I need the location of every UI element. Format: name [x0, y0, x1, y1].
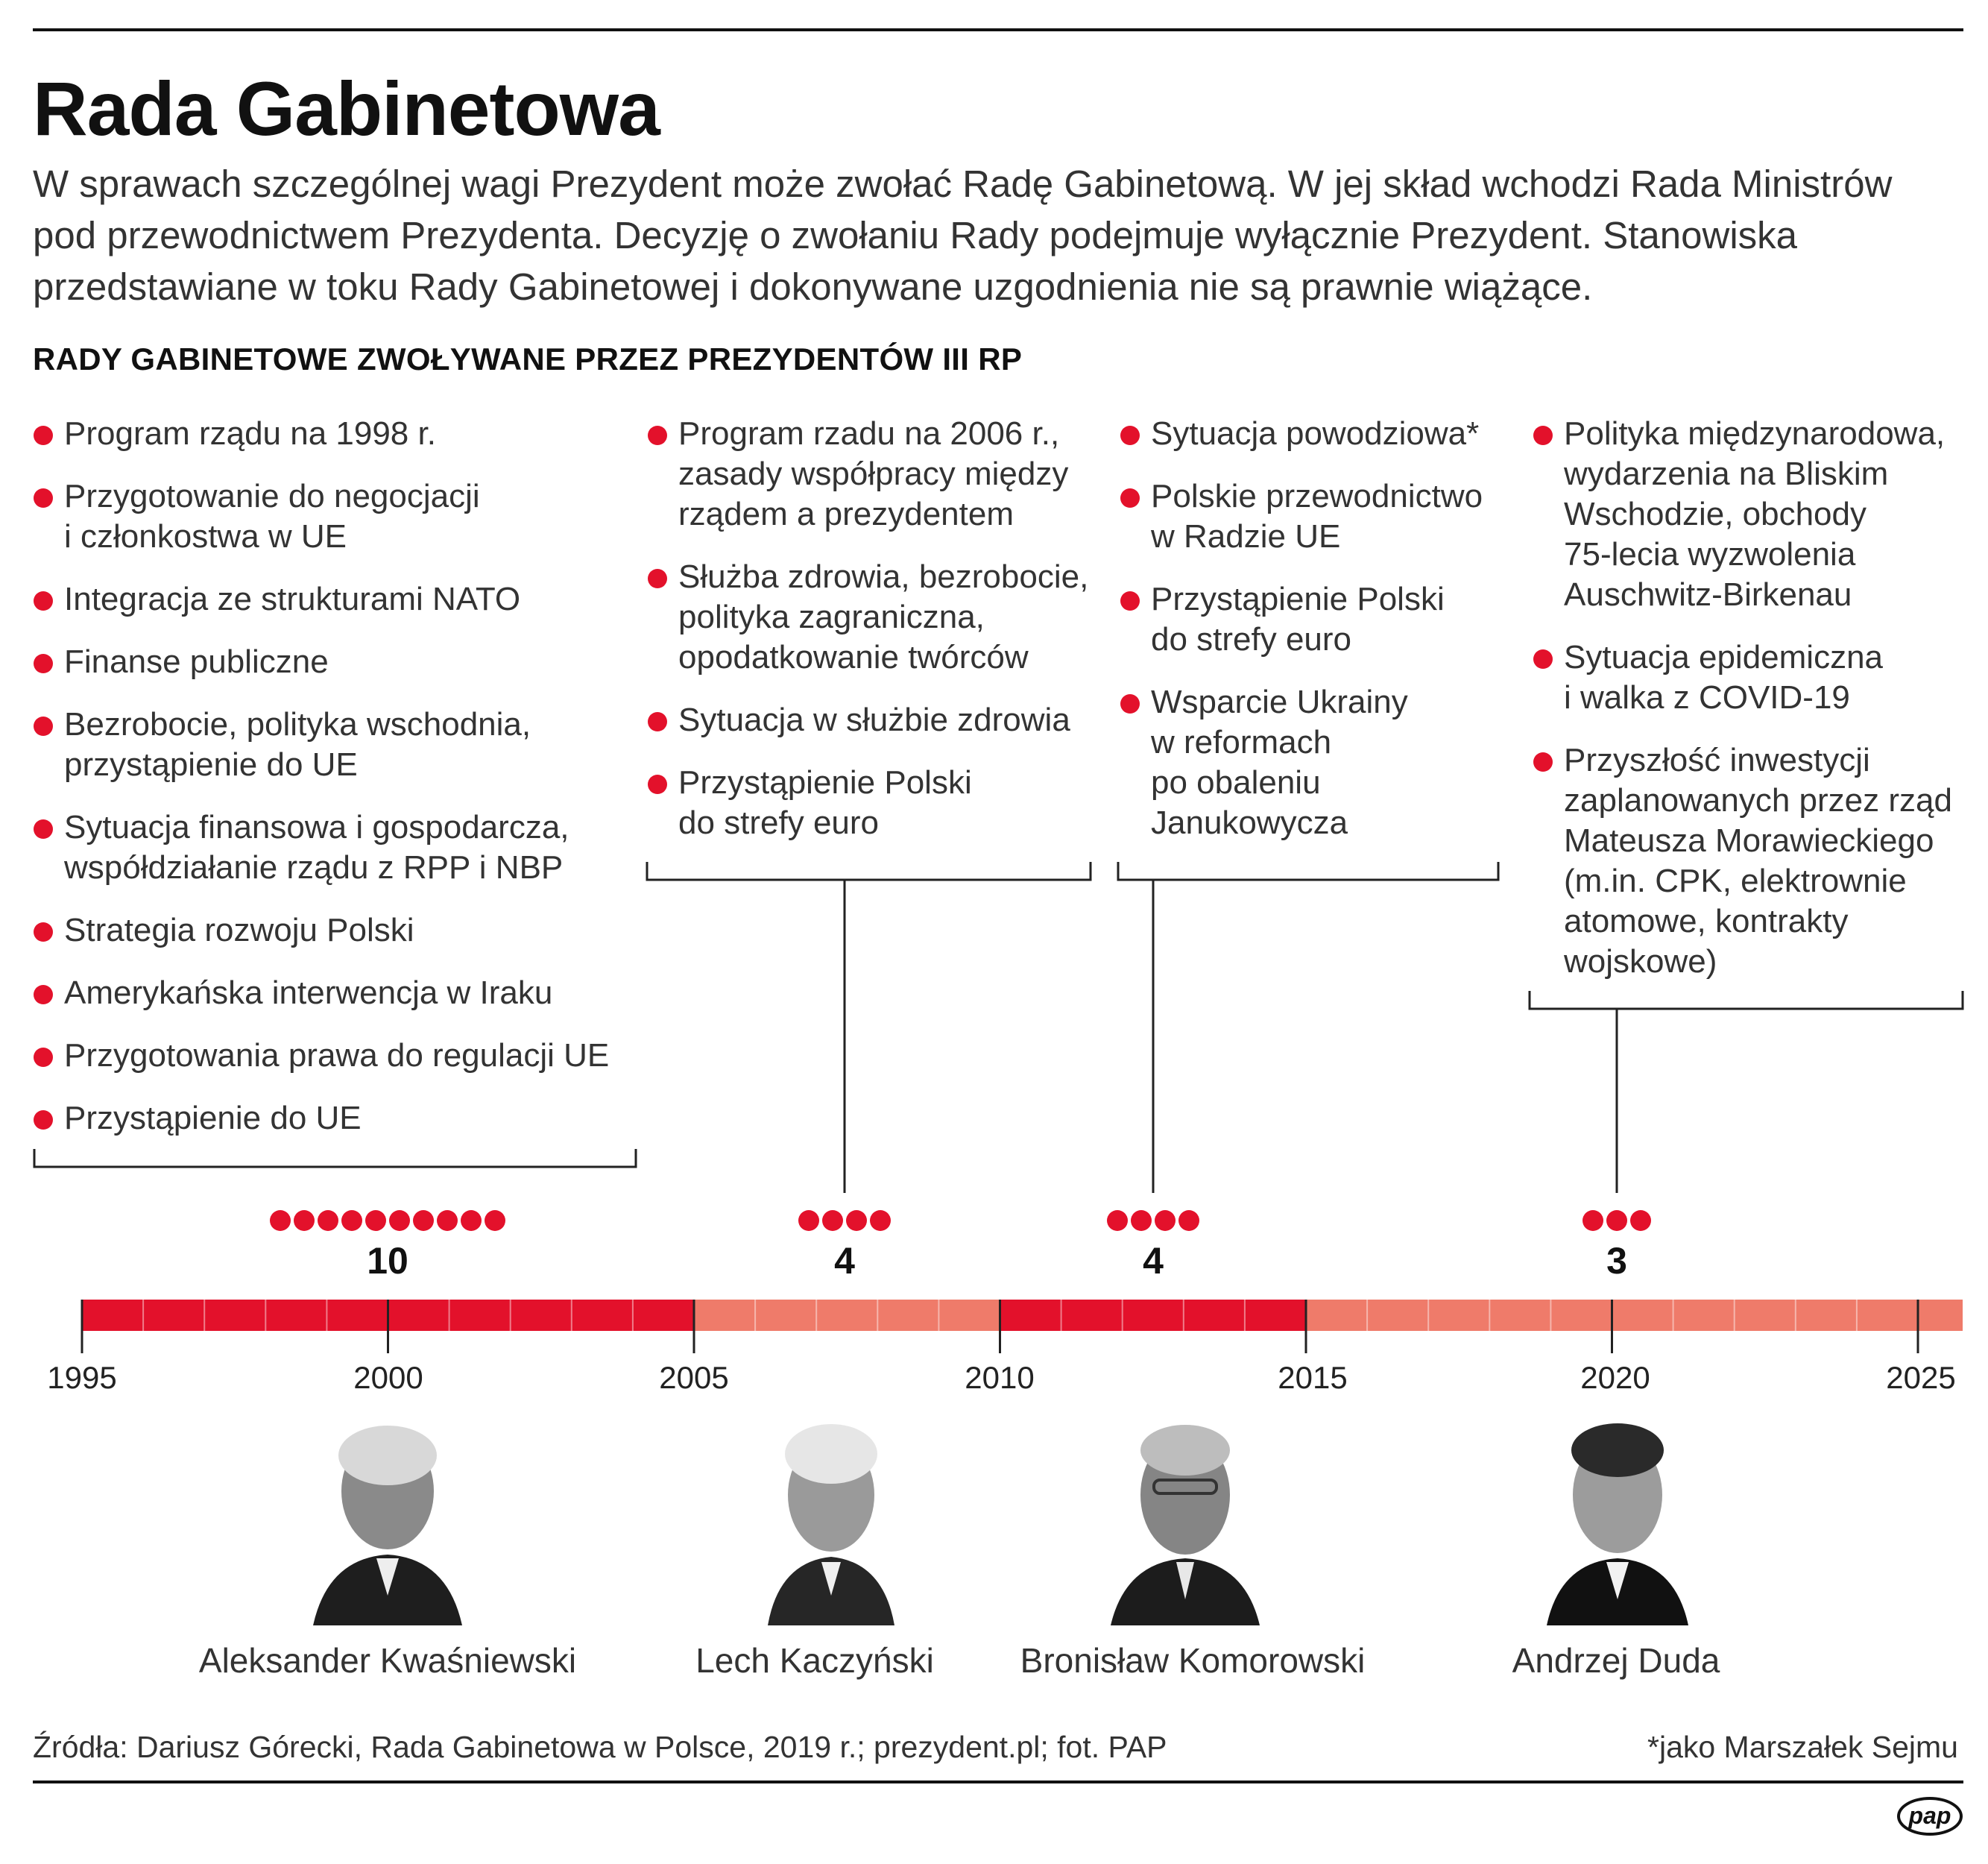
count-dot	[461, 1210, 482, 1231]
topic-line: Auschwitz-Birkenau	[1564, 576, 1852, 613]
topic-line: Strategia rozwoju Polski	[64, 912, 414, 948]
topic-line: atomowe, kontrakty	[1564, 903, 1849, 939]
topic-line: zasady współpracy między	[678, 456, 1069, 492]
count-dot	[318, 1210, 338, 1231]
topic-line: polityka zagraniczna,	[678, 599, 985, 635]
topic-line: Sytuacja w służbie zdrowia	[678, 702, 1070, 738]
count-dot	[1630, 1210, 1651, 1231]
count-dot	[1107, 1210, 1128, 1231]
count-dot	[365, 1210, 386, 1231]
count-dot	[1131, 1210, 1152, 1231]
topic-line: wojskowe)	[1564, 943, 1717, 980]
name-kaczynski: Lech Kaczyński	[695, 1641, 934, 1680]
name-kwasniewski: Aleksander Kwaśniewski	[198, 1641, 577, 1680]
bracket-3	[1530, 991, 1963, 1009]
count-dot	[1155, 1210, 1176, 1231]
topic-line: Janukowycza	[1151, 805, 1348, 841]
count-dot	[1606, 1210, 1627, 1231]
topic-line: Przyszłość inwestycji	[1564, 742, 1870, 778]
year-2025: 2025	[1886, 1360, 1956, 1395]
topic-line: w Radzie UE	[1151, 518, 1341, 555]
topic-line: Sytuacja powodziowa*	[1151, 415, 1480, 452]
portrait-komorowski	[1111, 1409, 1260, 1625]
count-komorowski: 4	[1143, 1240, 1164, 1282]
topic-line: Bezrobocie, polityka wschodnia,	[64, 706, 531, 743]
topic-line: współdziałanie rządu z RPP i NBP	[64, 849, 564, 886]
topic-line: w reformach	[1151, 724, 1332, 761]
year-2005: 2005	[659, 1360, 729, 1395]
topic-line: Polityka międzynarodowa,	[1564, 415, 1946, 452]
topic-line: Program rządu na 1998 r.	[64, 415, 436, 452]
topic-line: Program rzadu na 2006 r.,	[678, 415, 1060, 452]
count-dot	[846, 1210, 867, 1231]
topic-line: (m.in. CPK, elektrownie	[1564, 863, 1907, 899]
count-dot	[294, 1210, 315, 1231]
topic-line: Mateusza Morawieckiego	[1564, 822, 1934, 859]
count-dot	[798, 1210, 819, 1231]
footnote: *jako Marszałek Sejmu	[1647, 1730, 1958, 1764]
pap-logo: pap	[1897, 1797, 1963, 1836]
term-bar-3	[1306, 1300, 1963, 1331]
name-duda: Andrzej Duda	[1512, 1641, 1720, 1680]
bracket-2	[1118, 862, 1498, 880]
topic-line: Amerykańska interwencja w Iraku	[64, 974, 553, 1011]
portrait-kaczynski	[768, 1409, 894, 1625]
topic-line: wydarzenia na Bliskim	[1564, 456, 1889, 492]
topic-line: Przygotowania prawa do regulacji UE	[64, 1037, 610, 1074]
topic-line: i walka z COVID-19	[1564, 679, 1850, 716]
topic-line: po obaleniu	[1151, 764, 1321, 801]
count-dot	[822, 1210, 843, 1231]
count-dot	[270, 1210, 291, 1231]
term-bar-1	[694, 1300, 1000, 1331]
topic-line: do strefy euro	[678, 805, 880, 841]
count-dot	[1178, 1210, 1199, 1231]
year-2010: 2010	[965, 1360, 1035, 1395]
topic-line: do strefy euro	[1151, 621, 1352, 658]
count-kaczynski: 4	[834, 1240, 855, 1282]
portrait-duda	[1547, 1409, 1688, 1625]
topic-line: rządem a prezydentem	[678, 496, 1014, 532]
intro-text: W sprawach szczególnej wagi Prezydent może zwołać Radę Gabinetową. W jej skład wchodzi Rada Ministrów pod przewodnictwem Prezydenta. Decyzję o zwołaniu Rady podejmuje wyłącznie Prezydent. Stanowiska przedstawiane w toku Rady Gabinetowej i dokonywane uzgodnienia nie są prawnie wiążące.	[33, 163, 1893, 308]
topic-line: 75-lecia wyzwolenia	[1564, 536, 1856, 573]
year-2000: 2000	[353, 1360, 423, 1395]
year-2015: 2015	[1278, 1360, 1348, 1395]
year-1995: 1995	[47, 1360, 117, 1395]
topic-line: i członkostwa w UE	[64, 518, 347, 555]
count-kwasniewski: 10	[367, 1240, 408, 1282]
topic-line: zaplanowanych przez rząd	[1564, 782, 1952, 819]
topic-line: Przystąpienie Polski	[678, 764, 972, 801]
bracket-0	[34, 1149, 636, 1167]
bracket-1	[647, 862, 1091, 880]
count-dot	[413, 1210, 434, 1231]
topic-line: opodatkowanie twórców	[678, 639, 1029, 676]
portrait-kwasniewski	[313, 1409, 462, 1625]
topic-line: Finanse publiczne	[64, 643, 329, 680]
name-komorowski: Bronisław Komorowski	[1020, 1641, 1366, 1680]
topic-line: Służba zdrowia, bezrobocie,	[678, 558, 1089, 595]
count-dot	[437, 1210, 458, 1231]
section-subtitle: RADY GABINETOWE ZWOŁYWANE PRZEZ PREZYDENTÓW III RP	[33, 341, 1023, 377]
topic-line: Sytuacja finansowa i gospodarcza,	[64, 809, 569, 846]
count-dot	[870, 1210, 891, 1231]
count-dot	[485, 1210, 505, 1231]
term-bar-2	[1000, 1300, 1307, 1331]
year-2020: 2020	[1580, 1360, 1650, 1395]
count-duda: 3	[1606, 1240, 1627, 1282]
page-title: Rada Gabinetowa	[33, 66, 660, 151]
topic-line: Sytuacja epidemiczna	[1564, 639, 1884, 676]
count-dot	[389, 1210, 410, 1231]
topic-line: Polskie przewodnictwo	[1151, 478, 1483, 514]
bottom-rule	[33, 1780, 1963, 1783]
topic-line: Przystąpienie Polski	[1151, 581, 1445, 617]
source-note: Źródła: Dariusz Górecki, Rada Gabinetowa w Polsce, 2019 r.; prezydent.pl; fot. PAP	[33, 1730, 1167, 1764]
topic-line: Przystąpienie do UE	[64, 1100, 362, 1136]
topic-line: Wschodzie, obchody	[1564, 496, 1866, 532]
topic-line: Wsparcie Ukrainy	[1151, 684, 1408, 720]
count-dot	[341, 1210, 362, 1231]
topic-line: Integracja ze strukturami NATO	[64, 581, 521, 617]
count-dot	[1582, 1210, 1603, 1231]
topic-line: przystąpienie do UE	[64, 746, 358, 783]
topic-line: Przygotowanie do negocjacji	[64, 478, 480, 514]
